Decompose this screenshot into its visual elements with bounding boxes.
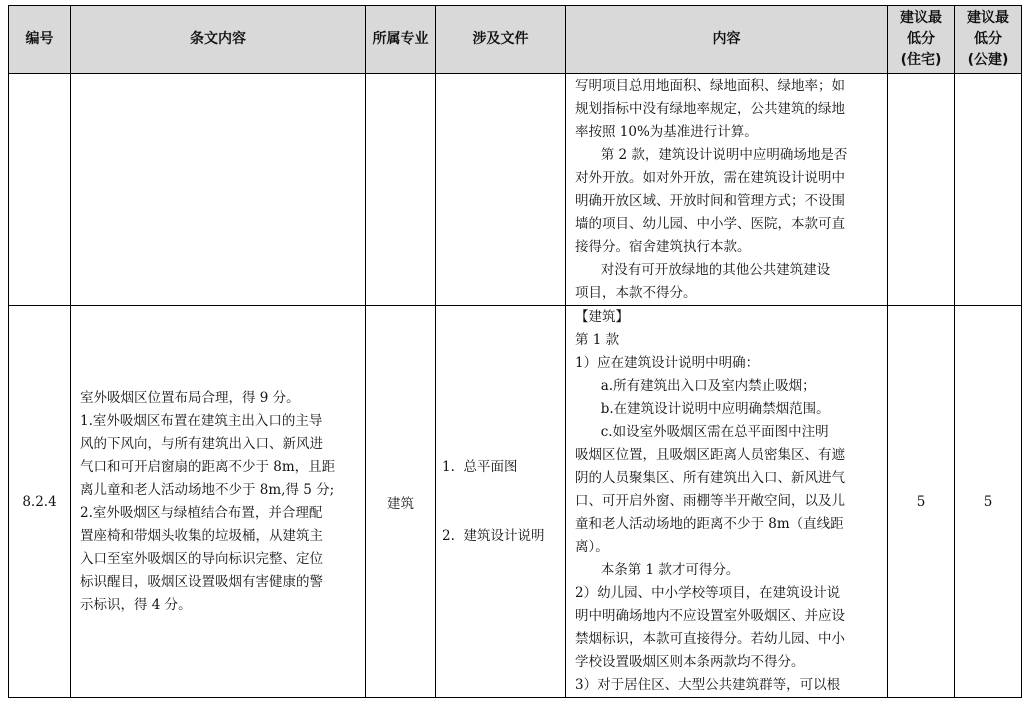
clause-line: 风的下风向，与所有建筑出入口、新风进	[80, 435, 323, 452]
table-row	[9, 74, 1022, 306]
id-cell	[9, 74, 71, 306]
content-line: 阴的人员聚集区、所有建筑出入口、新风进气	[575, 470, 845, 486]
min-score-residential-cell	[888, 74, 955, 306]
content-line: 明中明确场地内不应设置室外吸烟区、并应设	[575, 608, 845, 624]
content-line: 第 1 款	[575, 332, 620, 348]
clause-line: 置座椅和带烟头收集的垃圾桶，从建筑主	[80, 527, 323, 544]
content-line: 墙的项目、幼儿园、中小学、医院，本款可直	[575, 216, 845, 232]
content-line: 2）幼儿园、中小学校等项目，在建筑设计说	[575, 585, 841, 601]
file-item: 2. 建筑设计说明	[442, 527, 545, 544]
files-cell	[436, 306, 566, 698]
clause-line: 2.室外吸烟区与绿植结合布置，并合理配	[80, 504, 323, 521]
file-item: 1. 总平面图	[442, 458, 518, 475]
content-line: b.在建筑设计说明中应明确禁烟范围。	[575, 401, 830, 417]
header-content: 内容	[566, 6, 888, 74]
header-files: 涉及文件	[436, 6, 566, 74]
content-line: 3）对于居住区、大型公共建筑群等，可以根	[575, 677, 841, 693]
clause-line: 离儿童和老人活动场地不少于 8m,得 5 分;	[80, 481, 335, 498]
content-line: 吸烟区位置，且吸烟区距离人员密集区、有遮	[575, 447, 845, 463]
content-line: 规划指标中没有绿地率规定，公共建筑的绿地	[575, 101, 845, 117]
content-line: c.如设室外吸烟区需在总平面图中注明	[575, 424, 829, 440]
header-clause: 条文内容	[71, 6, 366, 74]
content-line: 1）应在建筑设计说明中明确：	[575, 355, 760, 371]
content-text	[566, 306, 887, 697]
content-cell	[566, 74, 888, 306]
clause-line: 标识醒目，吸烟区设置吸烟有害健康的警	[80, 573, 323, 590]
content-line: 明确开放区域、开放时间和管理方式；不设围	[575, 193, 845, 209]
content-line: 口、可开启外窗、雨棚等半开敞空间，以及儿	[575, 493, 845, 509]
content-line: 【建筑】	[575, 309, 629, 325]
min-score-residential: 5	[888, 306, 955, 698]
content-text	[566, 75, 887, 305]
discipline-cell	[366, 74, 436, 306]
clause-cell	[71, 74, 366, 306]
min-score-public: 5	[955, 306, 1022, 698]
files-cell	[436, 74, 566, 306]
content-cell	[566, 306, 888, 698]
header-min-score-public: 建议最 低分 (公建)	[955, 6, 1022, 74]
clause-id: 8.2.4	[9, 306, 71, 698]
clause-line: 1.室外吸烟区布置在建筑主出入口的主导	[80, 412, 323, 429]
table-row	[9, 306, 1022, 698]
header-id: 编号	[9, 6, 71, 74]
content-line: 接得分。宿舍建筑执行本款。	[575, 239, 751, 255]
content-line: 对没有可开放绿地的其他公共建筑建设	[575, 262, 831, 278]
clause-line: 室外吸烟区位置布局合理，得 9 分。	[80, 389, 300, 406]
content-line: 离）。	[575, 539, 609, 555]
files-list	[436, 410, 565, 594]
content-line: 学校设置吸烟区则本条两款均不得分。	[575, 654, 805, 670]
discipline: 建筑	[366, 306, 436, 698]
clause-cell	[71, 306, 366, 698]
content-line: 禁烟标识，本款可直接得分。若幼儿园、中小	[575, 631, 845, 647]
content-line: 对外开放。如对外开放，需在建筑设计说明中	[575, 170, 845, 186]
clause-line: 示标识，得 4 分。	[80, 596, 192, 613]
header-min-score-residential: 建议最 低分 (住宅)	[888, 6, 955, 74]
clause-line: 气口和可开启窗扇的距离不少于 8m，且距	[80, 458, 336, 475]
clause-line: 入口至室外吸烟区的导向标识完整、定位	[80, 550, 323, 567]
content-line: 写明项目总用地面积、绿地面积、绿地率；如	[575, 78, 845, 94]
content-line: 本条第 1 款才可得分。	[575, 562, 740, 578]
header-row	[9, 6, 1022, 74]
clause-text	[71, 387, 365, 617]
header-discipline: 所属专业	[366, 6, 436, 74]
standards-table	[8, 5, 1022, 698]
content-line: a.所有建筑出入口及室内禁止吸烟；	[575, 378, 816, 394]
min-score-public-cell	[955, 74, 1022, 306]
content-line: 童和老人活动场地的距离不少于 8m（直线距	[575, 516, 844, 532]
content-line: 第 2 款，建筑设计说明中应明确场地是否	[575, 147, 848, 163]
content-line: 率按照 10%为基准进行计算。	[575, 124, 758, 140]
content-line: 项目，本款不得分。	[575, 285, 697, 301]
